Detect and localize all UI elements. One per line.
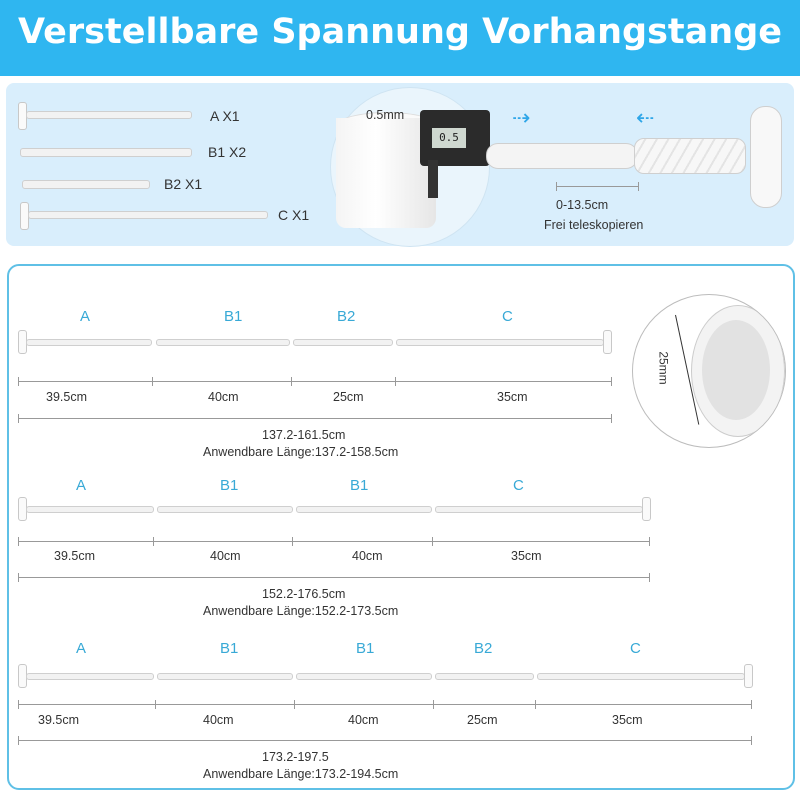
title-banner [0, 0, 800, 76]
config3-tick-3 [433, 700, 434, 709]
config1-tick-0 [18, 377, 19, 386]
config2-total-tick-right [649, 573, 650, 582]
config3-rod-c [537, 673, 745, 680]
config2-seg-b1-second: B1 [350, 477, 369, 494]
config2-len-a: 39.5cm [54, 549, 95, 563]
config3-cap-right [744, 664, 753, 688]
telescope-sleeve [634, 138, 746, 174]
telescope-inner-rod [486, 143, 638, 169]
caliper-reading: 0.5 [432, 128, 466, 148]
part-b1-rod [20, 148, 192, 157]
config1-rod-c [396, 339, 604, 346]
config3-len-b2: 25cm [467, 713, 498, 727]
config1-len-b2: 25cm [333, 390, 364, 404]
config3-seg-b2: B2 [474, 640, 493, 657]
caliper-jaw [428, 160, 438, 198]
config1-len-c: 35cm [497, 390, 528, 404]
config2-tick-1 [153, 537, 154, 546]
end-cap-inner [702, 320, 770, 420]
range-tick-right [638, 182, 639, 191]
config1-rod-a [26, 339, 152, 346]
config3-seg-c: C [630, 640, 641, 657]
config1-total-tick-right [611, 414, 612, 423]
config2-usable: Anwendbare Länge:152.2-173.5cm [203, 604, 399, 618]
config2-tick-2 [292, 537, 293, 546]
config1-seg-b2: B2 [337, 308, 356, 325]
range-label: 0-13.5cm [556, 198, 609, 212]
config3-len-a: 39.5cm [38, 713, 79, 727]
config2-rod-a [26, 506, 154, 513]
arrow-left-icon: ⇠ [636, 106, 655, 131]
config1-total-tick-left [18, 414, 19, 423]
range-tick-left [556, 182, 557, 191]
config3-len-b1-second: 40cm [348, 713, 379, 727]
range-line [556, 186, 638, 187]
telescope-end-cap [750, 106, 782, 208]
config1-total-line [18, 418, 612, 419]
config1-rod-b2 [293, 339, 393, 346]
config2-tick-3 [432, 537, 433, 546]
diameter-label: 25mm [656, 351, 671, 385]
part-c-label: C X1 [278, 207, 310, 223]
config2-seg-b1-first: B1 [220, 477, 239, 494]
config2-seg-c: C [513, 477, 524, 494]
part-a-label: A X1 [210, 108, 240, 124]
config3-tick-5 [751, 700, 752, 709]
config2-dim-line [18, 541, 650, 542]
config1-tick-1 [152, 377, 153, 386]
config2-len-c: 35cm [511, 549, 542, 563]
config3-seg-a: A [76, 640, 87, 657]
config3-rod-a [26, 673, 154, 680]
part-a-rod [26, 111, 192, 119]
part-b2-label: B2 X1 [164, 176, 203, 192]
config2-rod-c [435, 506, 643, 513]
config3-total-line [18, 740, 752, 741]
config3-total-tick-left [18, 736, 19, 745]
config3-len-b1-first: 40cm [203, 713, 234, 727]
config1-seg-a: A [80, 308, 91, 325]
config3-tick-2 [294, 700, 295, 709]
config1-len-b1: 40cm [208, 390, 239, 404]
config2-cap-right [642, 497, 651, 521]
part-b2-rod [22, 180, 150, 189]
part-c-rod [28, 211, 268, 219]
config3-tick-0 [18, 700, 19, 709]
end-cap-zoom [632, 294, 786, 448]
config1-seg-b1: B1 [224, 308, 243, 325]
config2-total: 152.2-176.5cm [262, 587, 346, 601]
arrow-right-icon: ⇢ [512, 106, 531, 131]
config3-seg-b1-first: B1 [220, 640, 239, 657]
config2-seg-a: A [76, 477, 87, 494]
config2-tick-4 [649, 537, 650, 546]
config1-rod-b1 [156, 339, 290, 346]
telescope-label: Frei teleskopieren [544, 218, 644, 232]
page-title: Verstellbare Spannung Vorhangstange [18, 12, 782, 52]
config2-len-b1-second: 40cm [352, 549, 383, 563]
config1-seg-c: C [502, 308, 513, 325]
config2-rod-b1-second [296, 506, 432, 513]
config3-tick-4 [535, 700, 536, 709]
config3-len-c: 35cm [612, 713, 643, 727]
config2-total-tick-left [18, 573, 19, 582]
config3-rod-b2 [435, 673, 534, 680]
config1-tick-2 [291, 377, 292, 386]
config3-rod-b1-second [296, 673, 432, 680]
config2-rod-b1-first [157, 506, 293, 513]
config3-rod-b1-first [157, 673, 293, 680]
config2-total-line [18, 577, 650, 578]
config1-len-a: 39.5cm [46, 390, 87, 404]
config3-seg-b1-second: B1 [356, 640, 375, 657]
config2-tick-0 [18, 537, 19, 546]
config3-total-tick-right [751, 736, 752, 745]
config1-dim-line [18, 381, 612, 382]
config3-total: 173.2-197.5 [262, 750, 329, 764]
config3-tick-1 [155, 700, 156, 709]
config1-tick-4 [611, 377, 612, 386]
config3-usable: Anwendbare Länge:173.2-194.5cm [203, 767, 399, 781]
config1-tick-3 [395, 377, 396, 386]
config1-cap-right [603, 330, 612, 354]
config1-usable: Anwendbare Länge:137.2-158.5cm [203, 445, 399, 459]
end-cap [691, 305, 785, 437]
config1-total: 137.2-161.5cm [262, 428, 346, 442]
config2-len-b1-first: 40cm [210, 549, 241, 563]
thickness-label: 0.5mm [366, 108, 405, 122]
config3-dim-line [18, 704, 752, 705]
part-b1-label: B1 X2 [208, 144, 247, 160]
